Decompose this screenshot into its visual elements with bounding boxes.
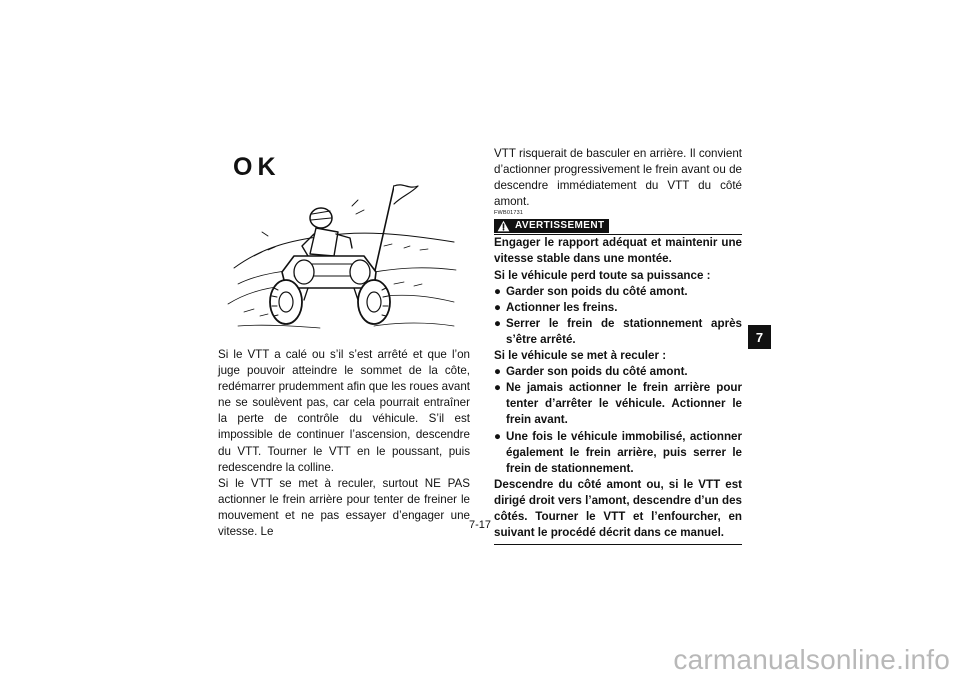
- atv-uphill-illustration: [224, 176, 460, 352]
- bullet-icon: ●: [494, 316, 502, 330]
- warning-bullet: ● Garder son poids du côté amont.: [494, 284, 742, 300]
- watermark: carmanualsonline.info: [673, 644, 950, 675]
- warning-body: [494, 235, 742, 541]
- warning-triangle-icon: [497, 220, 510, 232]
- warning-line: Descendre du côté amont ou, si le VTT est dirigé droit vers l’amont, descendre d’un des côtés. Tourner le VTT et l’enfourcher, en suivant le procédé décrit dans ce manuel.: [494, 477, 742, 540]
- chapter-tab: 7: [748, 325, 771, 349]
- ok-label: OK: [233, 153, 281, 181]
- bullet-icon: ●: [494, 381, 502, 395]
- warning-code: FWB01731: [494, 210, 524, 217]
- warning-bullet: ● Actionner les freins.: [494, 300, 742, 316]
- warning-label: AVERTISSEMENT: [515, 220, 605, 232]
- warning-line: Si le véhicule perd toute sa puissance :: [494, 268, 711, 282]
- warning-bullet: ● Serrer le frein de stationnement après s’être arrêté.: [494, 316, 742, 348]
- right-column: [494, 146, 742, 545]
- bullet-icon: ●: [494, 365, 502, 379]
- warning-end-rule: [494, 544, 742, 545]
- left-paragraph-2: Si le VTT se met à reculer, surtout NE PAS actionner le frein arrière pour tenter de freiner le mouvement et ne pas essayer d’engager une vitesse. Le: [218, 476, 470, 539]
- warning-badge: [494, 219, 609, 233]
- left-paragraph-1: Si le VTT a calé ou s’il s’est arrêté et que l’on juge pouvoir atteindre le sommet de la côte, redémarrer prudemment afin que les roues avant ne se soulèvent pas, car cela pourrait entraîner la perte de contrôle du véhicule. S’il est impossible de continuer l’ascension, descendre du VTT. Tourner le VTT en le poussant, puis redescendre la colline.: [218, 348, 470, 474]
- warning-bullet: ● Garder son poids du côté amont.: [494, 364, 742, 380]
- warning-line: Engager le rapport adéquat et maintenir une vitesse stable dans une montée.: [494, 236, 742, 266]
- page-number: 7-17: [469, 519, 492, 531]
- warning-header: [494, 218, 742, 235]
- bullet-icon: ●: [494, 429, 502, 443]
- warning-bullet: ● Ne jamais actionner le frein arrière pour tenter d’arrêter le véhicule. Actionner le frein avant.: [494, 380, 742, 428]
- bullet-icon: ●: [494, 284, 502, 298]
- warning-line: Si le véhicule se met à reculer :: [494, 349, 667, 363]
- bullet-icon: ●: [494, 300, 502, 314]
- left-column-text: [218, 347, 470, 540]
- warning-bullet: ● Une fois le véhicule immobilisé, actionner également le frein arrière, puis serrer le frein de stationnement.: [494, 429, 742, 477]
- right-intro: VTT risquerait de basculer en arrière. Il convient d’actionner progressivement le frein avant ou de descendre immédiatement du VTT du côté amont.: [494, 147, 742, 209]
